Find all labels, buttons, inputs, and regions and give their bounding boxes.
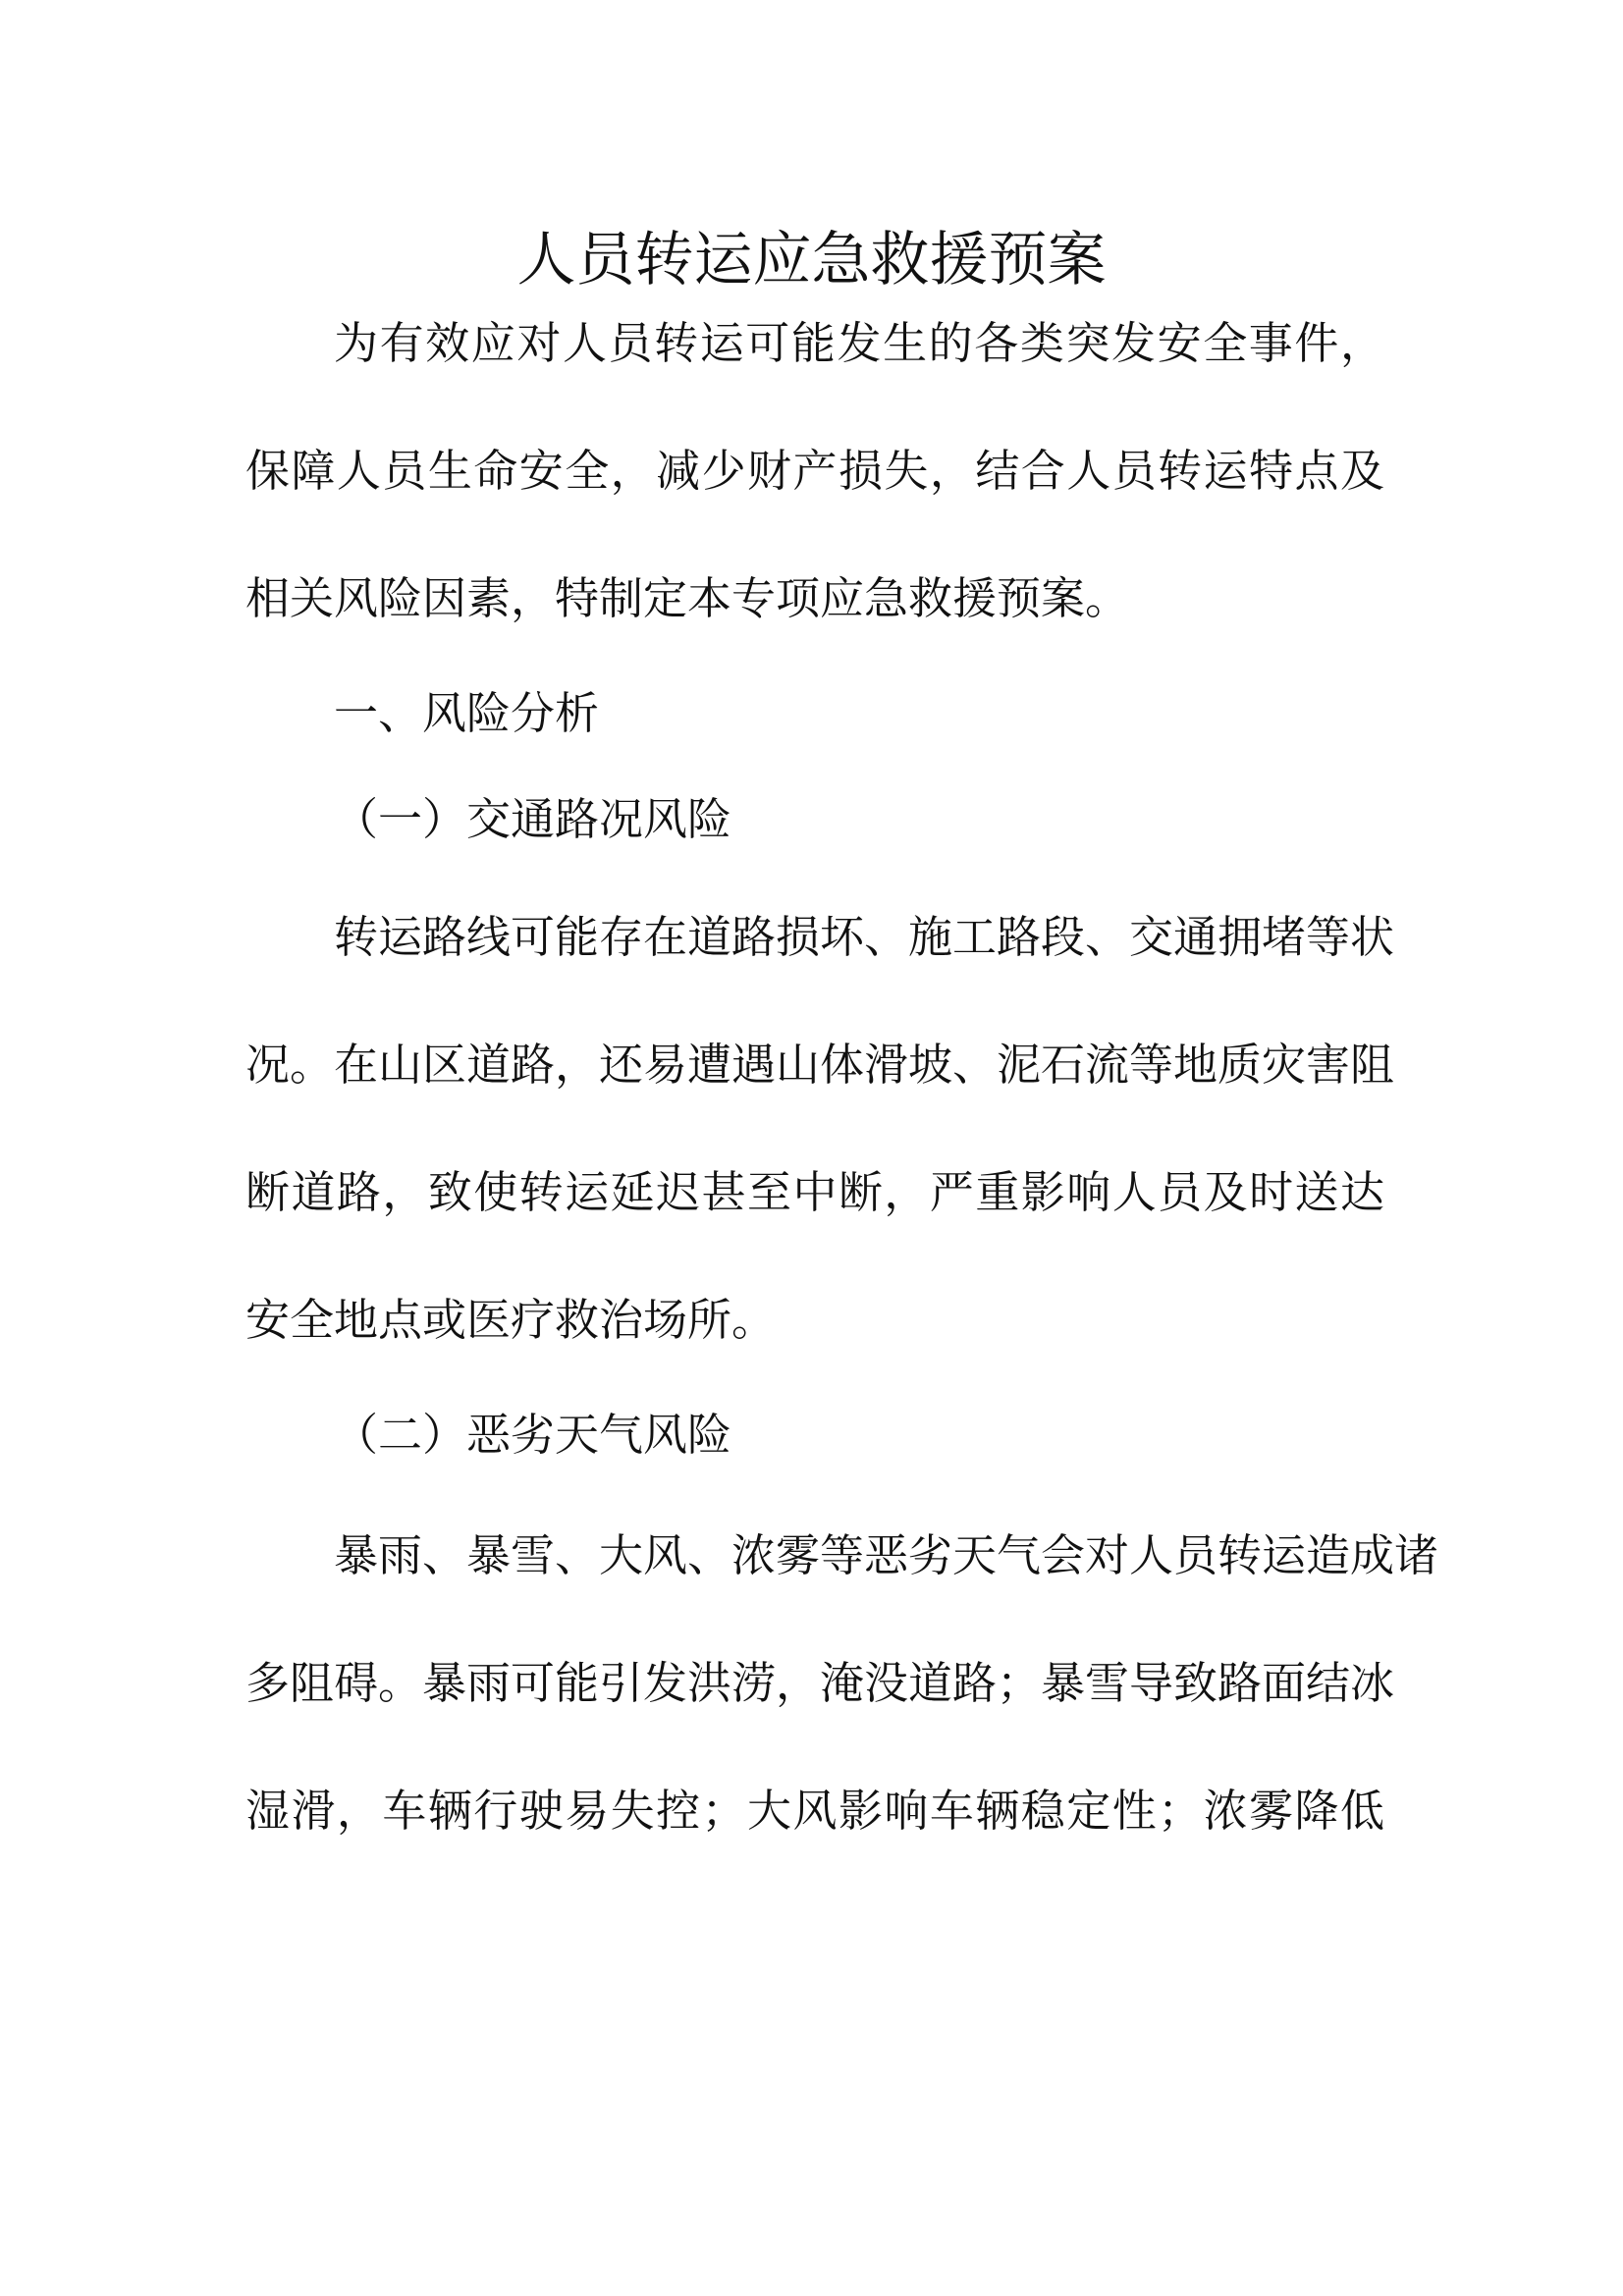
paragraph-line: 安全地点或医疗救治场所。 — [245, 1294, 777, 1346]
paragraph-line: 相关风险因素，特制定本专项应急救援预案。 — [245, 572, 1130, 624]
section-heading: 一、风险分析 — [334, 687, 600, 739]
subsection-heading: （一）交通路况风险 — [334, 793, 732, 845]
document-title: 人员转运应急救援预案 — [516, 226, 1107, 294]
paragraph-line: 况。在山区道路，还易遭遇山体滑坡、泥石流等地质灾害阻 — [245, 1039, 1395, 1091]
paragraph-line: 转运路线可能存在道路损坏、施工路段、交通拥堵等状 — [334, 911, 1395, 963]
paragraph-line: 为有效应对人员转运可能发生的各类突发安全事件， — [334, 317, 1384, 369]
paragraph-line: 暴雨、暴雪、大风、浓雾等恶劣天气会对人员转运造成诸 — [334, 1529, 1439, 1581]
paragraph-line: 断道路，致使转运延迟甚至中断，严重影响人员及时送达 — [245, 1166, 1384, 1218]
paragraph-line: 湿滑，车辆行驶易失控；大风影响车辆稳定性；浓雾降低 — [245, 1785, 1384, 1837]
subsection-heading: （二）恶劣天气风险 — [334, 1409, 732, 1461]
paragraph-line: 保障人员生命安全，减少财产损失，结合人员转运特点及 — [245, 445, 1384, 497]
paragraph-line: 多阻碍。暴雨可能引发洪涝，淹没道路；暴雪导致路面结冰 — [245, 1657, 1395, 1709]
